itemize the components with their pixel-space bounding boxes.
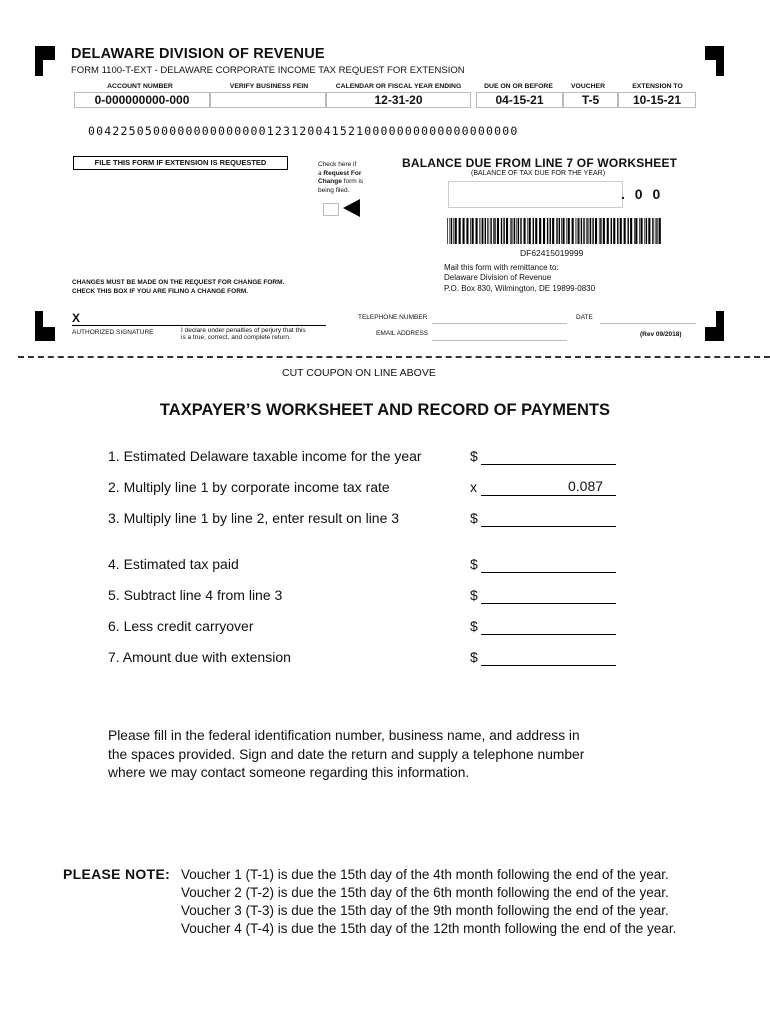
perjury-line-1: I declare under penalties of perjury that this xyxy=(181,327,306,334)
voucher-field[interactable]: T-5 xyxy=(563,92,618,108)
changes-notice xyxy=(72,279,284,297)
account-number-label: ACCOUNT NUMBER xyxy=(107,83,173,90)
mail-line-2: Delaware Division of Revenue xyxy=(444,273,552,283)
worksheet-line-4-symbol: $ xyxy=(470,556,478,572)
year-ending-label: CALENDAR OR FISCAL YEAR ENDING xyxy=(335,83,462,90)
perjury-line-2: is a true, correct, and complete return. xyxy=(181,334,291,341)
instructions-line-3: where we may contact someone regarding this information. xyxy=(108,765,470,780)
balance-due-subtitle: (BALANCE OF TAX DUE FOR THE YEAR) xyxy=(471,170,606,177)
worksheet-line-6-symbol: $ xyxy=(470,618,478,634)
due-date-label: DUE ON OR BEFORE xyxy=(484,83,553,90)
voucher-note-2: Voucher 2 (T-2) is due the 15th day of the 6th month following the end of the year. xyxy=(181,885,669,900)
instructions-line-1: Please fill in the federal identification number, business name, and address in xyxy=(108,728,580,743)
check-line-3-rest: form is xyxy=(341,178,364,186)
worksheet-line-5-symbol: $ xyxy=(470,587,478,603)
please-note-label: PLEASE NOTE: xyxy=(63,866,171,882)
verify-fein-field[interactable] xyxy=(210,92,326,108)
year-ending-field[interactable]: 12-31-20 xyxy=(326,92,471,108)
worksheet-line-6-field[interactable] xyxy=(481,634,616,635)
check-line-1: Check here if xyxy=(318,161,357,168)
check-line-3-bold: Change xyxy=(318,178,342,186)
voucher-note-4: Voucher 4 (T-4) is due the 15th day of the 12th month following the end of the year. xyxy=(181,921,677,936)
signature-label: AUTHORIZED SIGNATURE xyxy=(72,329,154,336)
mail-address xyxy=(444,263,595,294)
changes-line-2: CHECK THIS BOX IF YOU ARE FILING A CHANGE FORM. xyxy=(72,287,249,295)
changes-line-1: CHANGES MUST BE MADE ON THE REQUEST FOR CHANGE FORM. xyxy=(72,279,285,286)
worksheet-line-1: 1. Estimated Delaware taxable income for the year xyxy=(108,448,422,464)
due-date-field[interactable]: 04-15-21 xyxy=(476,92,563,108)
agency-title: DELAWARE DIVISION OF REVENUE xyxy=(71,46,325,62)
voucher-note-3: Voucher 3 (T-3) is due the 15th day of the 9th month following the end of the year. xyxy=(181,903,669,918)
corner-mark-top-left-tab xyxy=(35,46,55,60)
worksheet-line-4-field[interactable] xyxy=(481,572,616,573)
file-notice: FILE THIS FORM IF EXTENSION IS REQUESTED xyxy=(73,156,288,170)
signature-line[interactable] xyxy=(72,325,326,326)
worksheet-line-2-symbol: x xyxy=(470,479,477,495)
corner-mark-top-right-tab xyxy=(705,46,724,60)
cut-coupon-text: CUT COUPON ON LINE ABOVE xyxy=(282,367,436,379)
check-line-3 xyxy=(318,178,363,187)
change-form-checkbox[interactable] xyxy=(323,203,339,216)
check-line-4: being filed. xyxy=(318,186,350,194)
check-line-2-bold: Request For xyxy=(323,169,362,177)
check-line-2 xyxy=(318,170,363,179)
voucher-due-notes xyxy=(181,866,676,938)
check-line-2-prefix: a xyxy=(318,169,324,177)
voucher-label: VOUCHER xyxy=(571,83,605,90)
worksheet-line-4: 4. Estimated tax paid xyxy=(108,556,239,572)
balance-due-title: BALANCE DUE FROM LINE 7 OF WORKSHEET xyxy=(402,156,678,170)
account-number-field[interactable]: 0-000000000-000 xyxy=(74,92,210,108)
worksheet-title: TAXPAYER’S WORKSHEET AND RECORD OF PAYMENTS xyxy=(159,401,611,419)
worksheet-line-2: 2. Multiply line 1 by corporate income tax rate xyxy=(108,479,390,495)
form-title: FORM 1100-T-EXT - DELAWARE CORPORATE INCOME TAX REQUEST FOR EXTENSION xyxy=(71,65,465,76)
worksheet-line-1-field[interactable] xyxy=(481,464,616,465)
ocr-scan-line: 00422505000000000000001231200415210000000000000000000 xyxy=(88,124,519,138)
worksheet-line-3: 3. Multiply line 1 by line 2, enter result on line 3 xyxy=(108,510,400,526)
email-field[interactable] xyxy=(432,340,567,341)
voucher-note-1: Voucher 1 (T-1) is due the 15th day of the 4th month following the end of the year. xyxy=(181,867,669,882)
barcode xyxy=(447,218,662,244)
worksheet-line-1-symbol: $ xyxy=(470,448,478,464)
email-label: EMAIL ADDRESS xyxy=(376,330,429,337)
left-arrow-icon xyxy=(343,199,360,217)
worksheet-line-7-symbol: $ xyxy=(470,649,478,665)
worksheet-line-7: 7. Amount due with extension xyxy=(108,649,291,665)
revision-label: (Rev 09/2018) xyxy=(640,331,682,338)
barcode-id: DF62415019999 xyxy=(520,248,584,258)
request-change-text xyxy=(318,161,363,195)
date-field[interactable] xyxy=(600,323,696,324)
signature-x: X xyxy=(72,311,81,325)
worksheet-line-7-field[interactable] xyxy=(481,665,616,666)
extension-field[interactable]: 10-15-21 xyxy=(618,92,696,108)
cut-line xyxy=(18,356,770,358)
telephone-field[interactable] xyxy=(432,323,567,324)
worksheet-line-3-field[interactable] xyxy=(481,526,616,527)
corner-mark-bottom-right-tab xyxy=(705,327,724,341)
extension-label: EXTENSION TO xyxy=(632,83,683,90)
worksheet-line-6: 6. Less credit carryover xyxy=(108,618,254,634)
worksheet-line-2-field xyxy=(481,495,616,496)
telephone-label: TELEPHONE NUMBER xyxy=(358,314,428,321)
instructions xyxy=(108,727,668,783)
mail-line-1: Mail this form with remittance to: xyxy=(444,263,559,272)
mail-line-3: P.O. Box 830, Wilmington, DE 19899-0830 xyxy=(444,283,596,293)
worksheet-line-5-field[interactable] xyxy=(481,603,616,604)
instructions-line-2: the spaces provided. Sign and date the return and supply a telephone number xyxy=(108,746,585,762)
worksheet-line-5: 5. Subtract line 4 from line 3 xyxy=(108,587,283,603)
balance-cents: . 0 0 xyxy=(621,186,664,202)
date-label: DATE xyxy=(576,314,593,321)
balance-due-input[interactable] xyxy=(448,181,623,208)
corner-mark-bottom-left-tab xyxy=(35,327,55,341)
worksheet-line-3-symbol: $ xyxy=(470,510,478,526)
tax-rate-value: 0.087 xyxy=(568,478,604,494)
verify-fein-label: VERIFY BUSINESS FEIN xyxy=(229,83,309,90)
perjury-statement xyxy=(181,327,306,341)
